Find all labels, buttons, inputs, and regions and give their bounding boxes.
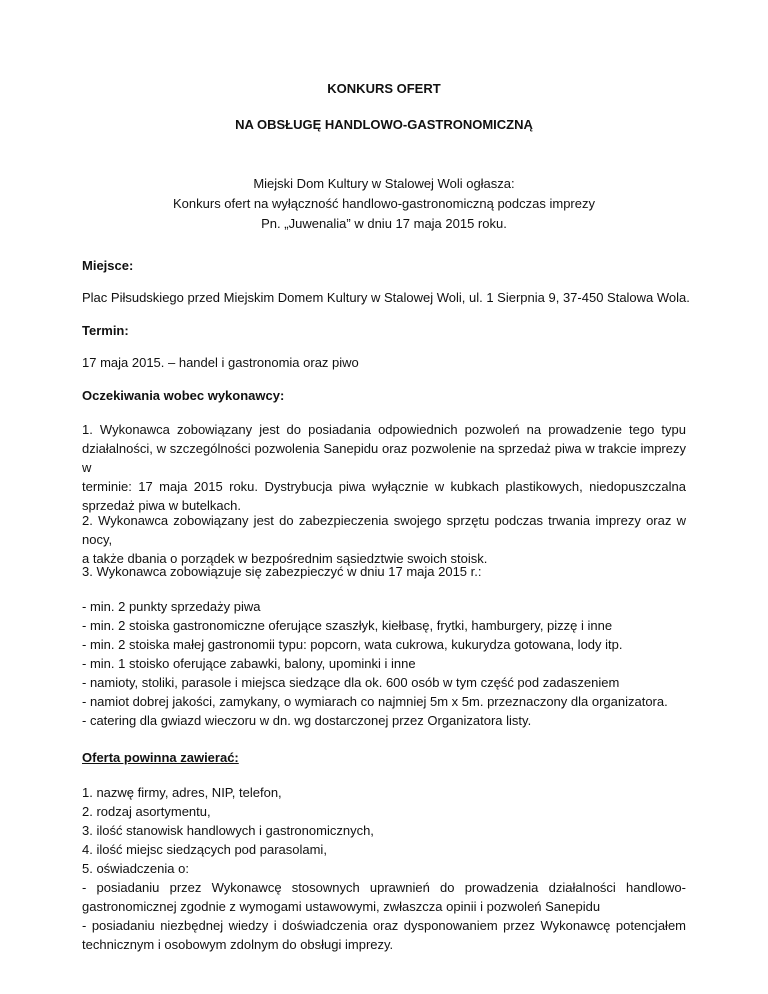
- list-item: 1. nazwę firmy, adres, NIP, telefon,: [82, 785, 282, 800]
- paragraph-line: 2. Wykonawca zobowiązany jest do zabezpieczenia swojego sprzętu podczas trwania imprezy oraz w nocy,: [82, 513, 686, 547]
- intro-block: [0, 174, 768, 234]
- paragraph-line: - posiadaniu przez Wykonawcę stosownych uprawnień do prowadzenia działalności handlowo-: [82, 880, 686, 895]
- paragraph-line: sprzedaż piwa w butelkach.: [82, 498, 241, 513]
- doc-subtitle: NA OBSŁUGĘ HANDLOWO-GASTRONOMICZNĄ: [235, 117, 533, 132]
- intro-line-3: Pn. „Juwenalia” w dniu 17 maja 2015 roku.: [261, 216, 507, 231]
- list-item: - min. 2 stoiska małej gastronomii typu: popcorn, wata cukrowa, kukurydza gotowana, lody itp.: [82, 637, 623, 652]
- offer-label: Oferta powinna zawierać:: [82, 750, 239, 765]
- list-item: - min. 1 stoisko oferujące zabawki, balony, upominki i inne: [82, 656, 416, 671]
- place-text: Plac Piłsudskiego przed Miejskim Domem Kultury w Stalowej Woli, ul. 1 Sierpnia 9, 37-450 Stalowa Wola.: [82, 290, 690, 305]
- list-item: - namiot dobrej jakości, zamykany, o wymiarach co najmniej 5m x 5m. przeznaczony dla organizatora.: [82, 694, 668, 709]
- expectation-paragraph-1: [82, 420, 686, 515]
- paragraph-line: 1. Wykonawca zobowiązany jest do posiadania odpowiednich pozwoleń na prowadzenie tego typu: [82, 422, 686, 437]
- term-text: 17 maja 2015. – handel i gastronomia oraz piwo: [82, 355, 359, 370]
- paragraph-line: działalności, w szczególności pozwolenia Sanepidu oraz pozwolenie na sprzedaż piwa w trakcie imprezy w: [82, 441, 686, 475]
- doc-title: KONKURS OFERT: [327, 81, 441, 96]
- list-item: 5. oświadczenia o:: [82, 861, 189, 876]
- expectation-paragraph-2: [82, 511, 686, 568]
- expectations-label: Oczekiwania wobec wykonawcy:: [82, 388, 285, 403]
- list-item: - namioty, stoliki, parasole i miejsca siedzące dla ok. 600 osób w tym część pod zadaszeniem: [82, 675, 620, 690]
- paragraph-line: technicznym i osobowym zdolnym do obsługi imprezy.: [82, 937, 394, 952]
- term-label: Termin:: [82, 323, 129, 338]
- list-item: 3. ilość stanowisk handlowych i gastronomicznych,: [82, 823, 374, 838]
- list-item: - min. 2 stoiska gastronomiczne oferujące szaszłyk, kiełbasę, frytki, hamburgery, pizzę i inne: [82, 618, 613, 633]
- list-item: - catering dla gwiazd wieczoru w dn. wg dostarczonej przez Organizatora listy.: [82, 713, 532, 728]
- list-item: - min. 2 punkty sprzedaży piwa: [82, 599, 261, 614]
- list-item: 2. rodzaj asortymentu,: [82, 804, 211, 819]
- intro-line-2: Konkurs ofert na wyłączność handlowo-gastronomiczną podczas imprezy: [173, 196, 595, 211]
- place-label: Miejsce:: [82, 258, 134, 273]
- paragraph-line: gastronomicznej zgodnie z wymogami ustawowymi, zwłaszcza opinii i pozwoleń Sanepidu: [82, 899, 601, 914]
- declarations-list: [82, 878, 686, 954]
- paragraph-line: terminie: 17 maja 2015 roku. Dystrybucja piwa wyłącznie w kubkach plastikowych, niedopuszczalna: [82, 479, 686, 494]
- expectation-paragraph-3: 3. Wykonawca zobowiązuje się zabezpieczyć w dniu 17 maja 2015 r.:: [82, 564, 482, 579]
- list-item: 4. ilość miejsc siedzących pod parasolami,: [82, 842, 327, 857]
- requirements-list: [82, 597, 686, 730]
- offer-contents-list: [82, 783, 686, 878]
- paragraph-line: - posiadaniu niezbędnej wiedzy i doświadczenia oraz dysponowaniem przez Wykonawcę potencjałem: [82, 918, 686, 933]
- paragraph-line: a także dbania o porządek w bezpośrednim sąsiedztwie swoich stoisk.: [82, 551, 488, 566]
- intro-line-1: Miejski Dom Kultury w Stalowej Woli ogłasza:: [253, 176, 515, 191]
